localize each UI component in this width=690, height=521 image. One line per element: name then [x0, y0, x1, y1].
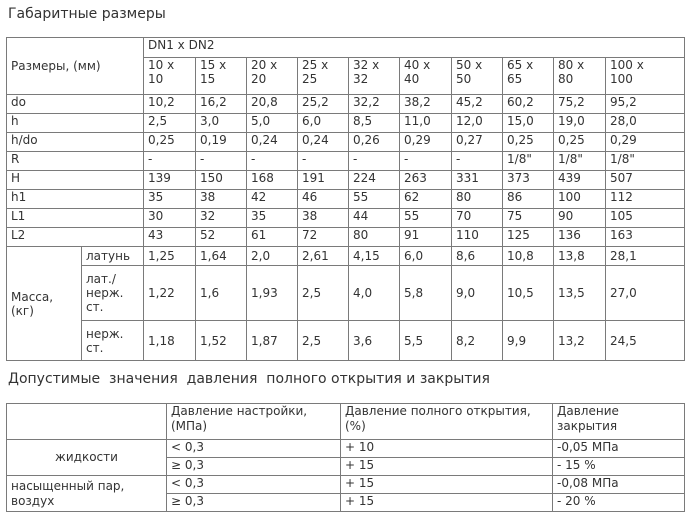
table-header-row [7, 38, 685, 58]
table-cell: 1,18 [144, 321, 196, 361]
table-cell: 1,25 [144, 247, 196, 266]
size-header-cell: 100 x 100 [606, 58, 685, 95]
table-cell: 91 [400, 228, 452, 247]
table-cell: 10,5 [503, 266, 554, 321]
table-cell: 42 [247, 190, 298, 209]
table-cell: 110 [452, 228, 503, 247]
table-cell: 9,0 [452, 266, 503, 321]
table-cell: 263 [400, 171, 452, 190]
table-cell: 44 [349, 209, 400, 228]
table-cell: 80 [349, 228, 400, 247]
table-row [7, 440, 685, 458]
table-cell: 19,0 [554, 114, 606, 133]
table-cell: 0,24 [298, 133, 349, 152]
table-cell: 0,27 [452, 133, 503, 152]
size-header-cell: 40 x 40 [400, 58, 452, 95]
table-cell: 439 [554, 171, 606, 190]
table-cell: 32 [196, 209, 247, 228]
table-cell: 2,0 [247, 247, 298, 266]
table-row [7, 190, 685, 209]
table-cell: 45,2 [452, 95, 503, 114]
table-cell: 224 [349, 171, 400, 190]
table-cell: - [400, 152, 452, 171]
table-cell: 10,8 [503, 247, 554, 266]
table-cell: 8,2 [452, 321, 503, 361]
table-cell: 6,0 [298, 114, 349, 133]
row-label: h/do [7, 133, 144, 152]
table-cell: < 0,3 [167, 476, 341, 494]
table-cell: 1,93 [247, 266, 298, 321]
table-cell: 12,0 [452, 114, 503, 133]
table-cell: 55 [349, 190, 400, 209]
table-cell: 3,6 [349, 321, 400, 361]
table-cell: 90 [554, 209, 606, 228]
table-cell: 8,6 [452, 247, 503, 266]
table-cell: 75,2 [554, 95, 606, 114]
size-header-cell: 25 x 25 [298, 58, 349, 95]
table-cell: 5,8 [400, 266, 452, 321]
dimensions-table [6, 37, 685, 361]
table-cell: 2,61 [298, 247, 349, 266]
table-cell: 2,5 [144, 114, 196, 133]
table-cell: 8,5 [349, 114, 400, 133]
table-row [7, 171, 685, 190]
table-cell: 1,64 [196, 247, 247, 266]
table-cell: 35 [247, 209, 298, 228]
table-cell: 62 [400, 190, 452, 209]
table-cell: 168 [247, 171, 298, 190]
row-label: h [7, 114, 144, 133]
table-cell: 28,0 [606, 114, 685, 133]
table-row [7, 228, 685, 247]
column-header: Давление настройки, (МПа) [167, 404, 341, 440]
pressure-heading: Допустимые значения давления полного открытия и закрытия [8, 371, 490, 387]
column-header [7, 404, 167, 440]
table-cell: 13,8 [554, 247, 606, 266]
table-cell: 1,87 [247, 321, 298, 361]
table-cell: 38 [298, 209, 349, 228]
row-label: h1 [7, 190, 144, 209]
table-cell: 0,25 [503, 133, 554, 152]
row-label: R [7, 152, 144, 171]
medium-label: насыщенный пар, воздух [7, 476, 167, 512]
row-label: L2 [7, 228, 144, 247]
table-cell: + 15 [341, 476, 553, 494]
mass-label: Масса, (кг) [7, 247, 82, 361]
size-header-cell: 65 x 65 [503, 58, 554, 95]
table-cell: 1,52 [196, 321, 247, 361]
row-label: do [7, 95, 144, 114]
table-cell: ≥ 0,3 [167, 458, 341, 476]
table-cell: ≥ 0,3 [167, 494, 341, 512]
table-cell: 0,29 [400, 133, 452, 152]
table-cell: 1,22 [144, 266, 196, 321]
table-row [7, 114, 685, 133]
table-cell: 2,5 [298, 266, 349, 321]
table-row [7, 247, 685, 266]
table-cell: 13,2 [554, 321, 606, 361]
table-cell: 10,2 [144, 95, 196, 114]
table-cell: 1/8" [554, 152, 606, 171]
table-cell: 25,2 [298, 95, 349, 114]
table-cell: 5,0 [247, 114, 298, 133]
table-cell: 4,15 [349, 247, 400, 266]
pressure-table [6, 403, 685, 512]
table-row [7, 321, 685, 361]
table-cell: 15,0 [503, 114, 554, 133]
table-cell: 86 [503, 190, 554, 209]
table-cell: 43 [144, 228, 196, 247]
table-cell: 105 [606, 209, 685, 228]
table-row [7, 152, 685, 171]
table-cell: 1/8" [606, 152, 685, 171]
table-cell: 1/8" [503, 152, 554, 171]
size-header-cell: 10 x 10 [144, 58, 196, 95]
table-cell: -0,08 МПа [553, 476, 685, 494]
table-row [7, 209, 685, 228]
table-cell: 373 [503, 171, 554, 190]
row-label: H [7, 171, 144, 190]
table-cell: - [196, 152, 247, 171]
table-cell: 60,2 [503, 95, 554, 114]
table-cell: - 20 % [553, 494, 685, 512]
table-cell: 46 [298, 190, 349, 209]
table-row [7, 476, 685, 494]
size-header-cell: 15 x 15 [196, 58, 247, 95]
table-cell: - [247, 152, 298, 171]
size-header-cell: 80 x 80 [554, 58, 606, 95]
table-cell: 191 [298, 171, 349, 190]
table-cell: 38 [196, 190, 247, 209]
table-cell: 6,0 [400, 247, 452, 266]
table-cell: + 15 [341, 494, 553, 512]
table-cell: 163 [606, 228, 685, 247]
table-cell: 9,9 [503, 321, 554, 361]
table-cell: 0,25 [554, 133, 606, 152]
table-cell: - [452, 152, 503, 171]
table-cell: + 15 [341, 458, 553, 476]
table-cell: 136 [554, 228, 606, 247]
table-cell: 28,1 [606, 247, 685, 266]
table-cell: 3,0 [196, 114, 247, 133]
table-cell: 100 [554, 190, 606, 209]
table-row [7, 95, 685, 114]
table-cell: 55 [400, 209, 452, 228]
dimensions-heading: Габаритные размеры [8, 6, 166, 22]
table-cell: 13,5 [554, 266, 606, 321]
table-row [7, 266, 685, 321]
column-header: Давление полного открытия, (%) [341, 404, 553, 440]
table-cell: 125 [503, 228, 554, 247]
table-cell: 20,8 [247, 95, 298, 114]
table-cell: 72 [298, 228, 349, 247]
table-cell: 80 [452, 190, 503, 209]
table-cell: 507 [606, 171, 685, 190]
material-label: латунь [82, 247, 144, 266]
size-header-cell: 50 x 50 [452, 58, 503, 95]
table-cell: 32,2 [349, 95, 400, 114]
table-header-row [7, 404, 685, 440]
size-label: Размеры, (мм) [7, 38, 144, 95]
table-cell: 5,5 [400, 321, 452, 361]
table-cell: 38,2 [400, 95, 452, 114]
table-cell: 0,19 [196, 133, 247, 152]
column-header: Давление закрытия [553, 404, 685, 440]
table-cell: 52 [196, 228, 247, 247]
table-cell: 0,24 [247, 133, 298, 152]
dn-label: DN1 x DN2 [144, 38, 685, 58]
table-cell: 150 [196, 171, 247, 190]
medium-label: жидкости [7, 440, 167, 476]
table-cell: 0,26 [349, 133, 400, 152]
table-cell: 0,25 [144, 133, 196, 152]
table-cell: < 0,3 [167, 440, 341, 458]
table-cell: 16,2 [196, 95, 247, 114]
material-label: лат./ нерж. ст. [82, 266, 144, 321]
table-cell: + 10 [341, 440, 553, 458]
table-cell: 35 [144, 190, 196, 209]
table-cell: 4,0 [349, 266, 400, 321]
table-cell: 1,6 [196, 266, 247, 321]
size-header-cell: 32 x 32 [349, 58, 400, 95]
table-cell: - [144, 152, 196, 171]
table-cell: 139 [144, 171, 196, 190]
table-cell: - [349, 152, 400, 171]
size-header-cell: 20 x 20 [247, 58, 298, 95]
table-cell: 75 [503, 209, 554, 228]
table-cell: 112 [606, 190, 685, 209]
table-cell: 70 [452, 209, 503, 228]
table-cell: -0,05 МПа [553, 440, 685, 458]
table-cell: - [298, 152, 349, 171]
table-cell: 61 [247, 228, 298, 247]
table-cell: 95,2 [606, 95, 685, 114]
table-row [7, 133, 685, 152]
table-cell: 0,29 [606, 133, 685, 152]
table-cell: - 15 % [553, 458, 685, 476]
material-label: нерж. ст. [82, 321, 144, 361]
table-cell: 27,0 [606, 266, 685, 321]
table-cell: 24,5 [606, 321, 685, 361]
table-cell: 331 [452, 171, 503, 190]
table-cell: 11,0 [400, 114, 452, 133]
table-cell: 2,5 [298, 321, 349, 361]
table-cell: 30 [144, 209, 196, 228]
row-label: L1 [7, 209, 144, 228]
